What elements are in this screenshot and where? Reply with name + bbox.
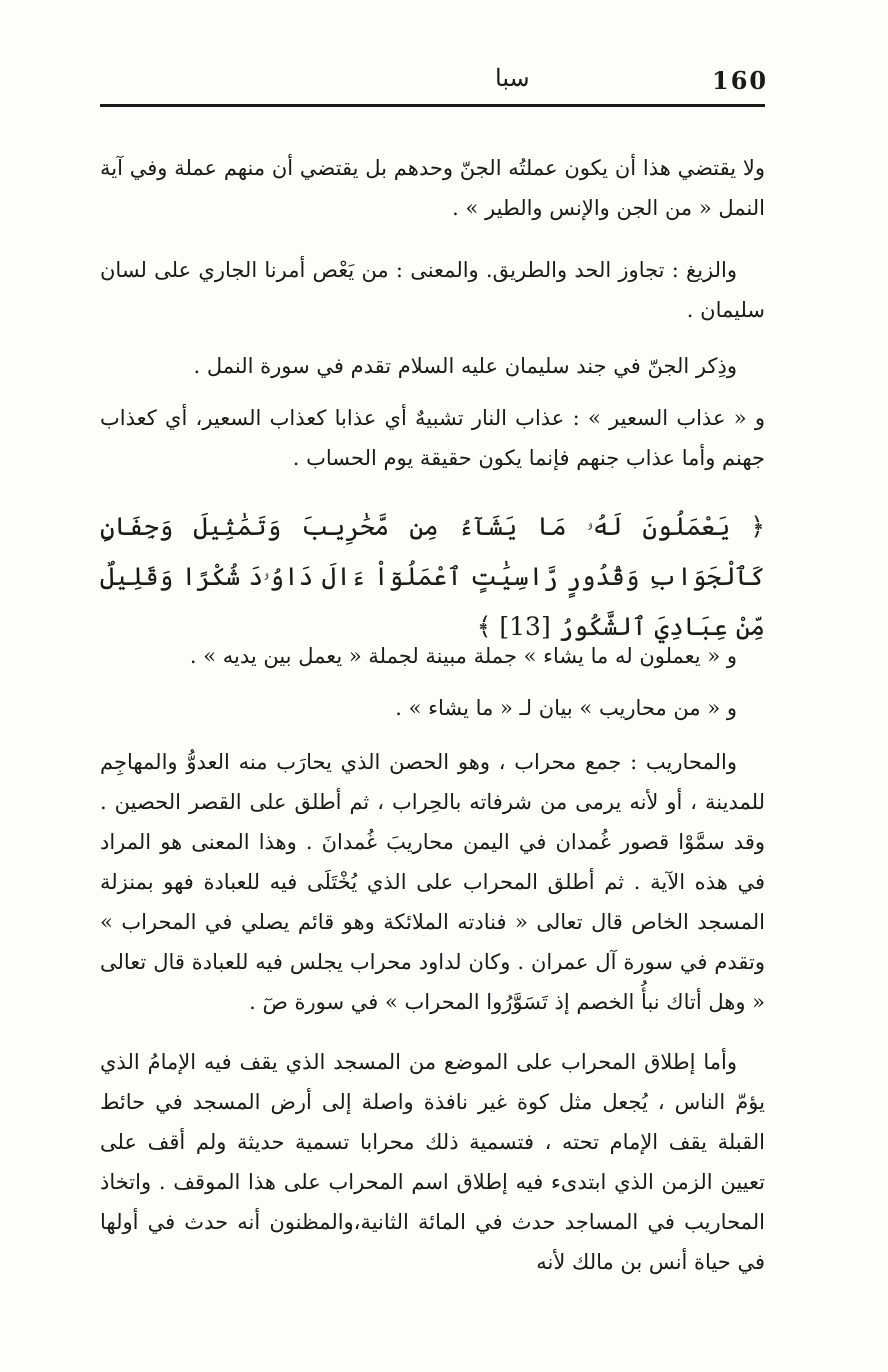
page-header: [100, 60, 769, 108]
paragraph-5: و « يعملون له ما يشاء » جملة مبينة لجملة « يعمل بين يديه » .: [189, 644, 737, 668]
paragraph-6: و « من محاريب » بيان لـ « ما يشاء » .: [395, 696, 737, 720]
header-rule: [100, 104, 765, 107]
running-title: سبا: [495, 64, 530, 92]
paragraph-8: وأما إطلاق المحراب على الموضع من المسجد الذي يقف فيه الإمامُ الذي يؤمّ الناس ، يُجعل مثل كوة غير نافذة واصلة إلى أرض المسجد في حائط القبلة يقف الإمام تحته ، فتسمية ذلك محرابا تسمية حديثة ولم أقف على تعيين الزمن الذي ابتدىء فيه إطلاق اسم المحراب على هذا الموقف . واتخاذ المحاريب في المساجد حدث في المائة الثانية،والمظنون أنه حدث في أولها في حياة أنس بن مالك لأنه: [100, 1050, 765, 1274]
page-number: 160: [712, 66, 769, 95]
paragraph-7: والمحاريب : جمع محراب ، وهو الحصن الذي يحارَب منه العدوُّ والمهاجِم للمدينة ، أو لأنه يرمى من شرفاته بالحِراب ، ثم أطلق على القصر الحصين . وقد سمَّوْا قصور غُمدان في اليمن محاريبَ غُمدانَ . وهذا المعنى هو المراد في هذه الآية . ثم أطلق المحراب على الذي يُخْتَلَى فيه للعبادة فهو بمنزلة المسجد الخاص قال تعالى « فنادته الملائكة وهو قائم يصلي في المحراب » وتقدم في سورة آل عمران . وكان لداود محراب يجلس فيه للعبادة قال تعالى « وهل أتاك نبأُ الخصم إذ تَسَوَّرُوا المحراب » في سورة صٓ .: [100, 750, 765, 1014]
paragraph-2: والزيغ : تجاوز الحد والطريق. والمعنى : من يَعْص أمرنا الجاري على لسان سليمان .: [100, 258, 765, 322]
quran-verse: ﴿ يَعْمَلُونَ لَهُۥ مَا يَشَآءُ مِن مَّحَٰرِيبَ وَتَمَٰثِيلَ وَجِفَانٍ كَٱلْجَوَابِ وَقُدُورٍ رَّاسِيَٰتٍ ٱعْمَلُوٓاْ ءَالَ دَاوُۥدَ شُكْرًا وَقَلِيلٌ مِّنْ عِبَادِيَ ٱلشَّكُورُ [13] ﴾: [100, 512, 765, 641]
paragraph-4: و « عذاب السعير » : عذاب النار تشبيهٌ أي عذابا كعذاب السعير، أي كعذاب جهنم وأما عذاب جنهم فإنما يكون حقيقة يوم الحساب .: [100, 406, 765, 470]
paragraph-3: وذِكر الجنّ في جند سليمان عليه السلام تقدم في سورة النمل .: [193, 354, 737, 378]
paragraph-1: ولا يقتضي هذا أن يكون عملتُه الجنّ وحدهم بل يقتضي أن منهم عملة وفي آية النمل « من الجن والإنس والطير » .: [100, 156, 765, 220]
